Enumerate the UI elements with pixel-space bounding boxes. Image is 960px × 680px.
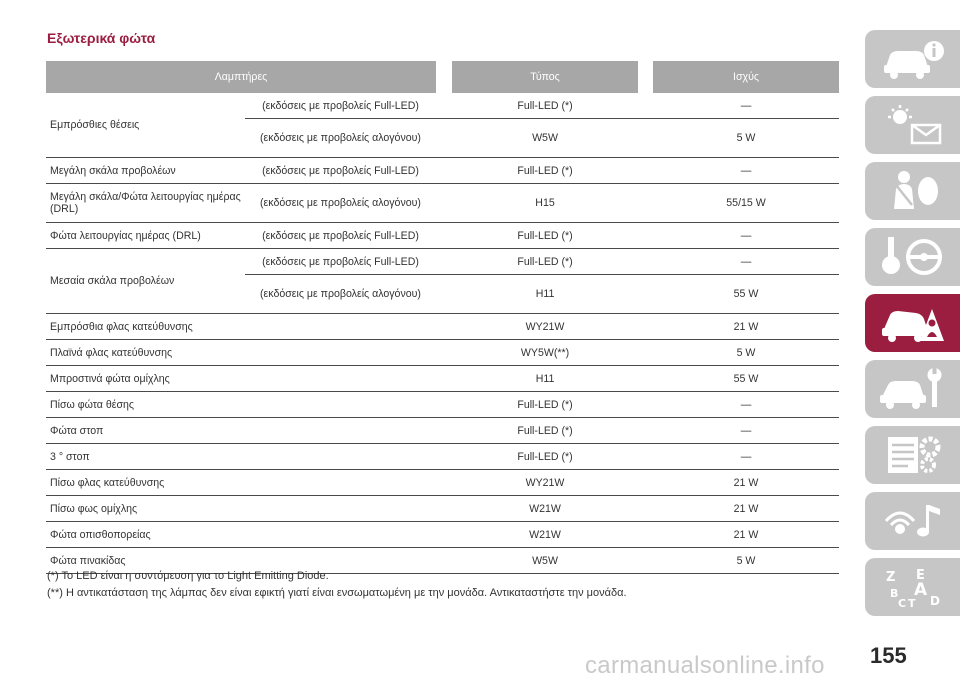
bulbs-table [46,61,839,574]
table-row [46,184,839,223]
lamp-type: Full-LED (*) [452,444,638,470]
table-row [46,340,839,366]
lamp-type: Full-LED (*) [452,93,638,119]
lamp-version: (εκδόσεις με προβολείς αλογόνου) [245,119,436,158]
table-row [46,314,839,340]
footnote-integrated: (**) Η αντικατάσταση της λάμπας δεν είναι εφικτή γιατί είναι ενσωματωμένη με την μονάδα. Αντικαταστήστε την μονάδα. [47,587,627,599]
lamp-version: (εκδόσεις με προβολείς αλογόνου) [245,184,436,223]
lamp-power: 55/15 W [653,184,839,223]
table-row [46,496,839,522]
lamp-type: H11 [452,366,638,392]
lamp-name: Φώτα λειτουργίας ημέρας (DRL) [46,223,245,249]
media-music-icon [878,499,948,543]
lamp-type: WY21W [452,314,638,340]
svg-text:C: C [897,597,906,609]
lamp-type: WY21W [452,470,638,496]
lamp-power: 5 W [653,548,839,574]
lamp-power: 21 W [653,314,839,340]
lamp-power: 55 W [653,275,839,314]
dashboard-lights-icon [878,103,948,147]
specs-gear-icon [878,433,948,477]
seatbelt-airbag-icon [878,169,948,213]
lamp-name: 3 ° στοπ [46,444,245,470]
tab-car-info[interactable] [865,30,960,88]
lamp-type: W21W [452,522,638,548]
lamp-version [245,366,436,392]
lamp-type: Full-LED (*) [452,249,638,275]
car-emergency-icon [878,301,948,345]
lamp-power: — [653,392,839,418]
lamp-power: — [653,223,839,249]
lamp-version [245,314,436,340]
lamp-power: — [653,444,839,470]
lamp-power: 55 W [653,366,839,392]
tab-multimedia[interactable] [865,492,960,550]
tab-emergency[interactable] [865,294,960,352]
header-lamps: Λαμπτήρες [46,61,436,93]
page-number: 155 [870,643,907,668]
footnotes [47,568,627,602]
svg-text:T: T [907,597,916,609]
lamp-version [245,496,436,522]
table-row [46,522,839,548]
header-power: Ισχύς [653,61,839,93]
table-row [46,93,839,119]
header-type: Τύπος [452,61,638,93]
lamp-power: 5 W [653,119,839,158]
lamp-type: Full-LED (*) [452,223,638,249]
section-title: Εξωτερικά φώτα [47,30,156,46]
lamp-power: — [653,249,839,275]
table-row [46,418,839,444]
lamp-version [245,470,436,496]
chapter-tabs [854,30,960,624]
tab-key-steering[interactable] [865,228,960,286]
lamp-version: (εκδόσεις με προβολείς αλογόνου) [245,275,436,314]
lamp-version [245,444,436,470]
table-row [46,158,839,184]
table-row [46,470,839,496]
tab-maintenance[interactable] [865,360,960,418]
alphabet-index-icon [878,565,948,609]
svg-text:A: A [913,580,927,600]
lamp-name: Πίσω φως ομίχλης [46,496,245,522]
lamp-name: Μπροστινά φώτα ομίχλης [46,366,245,392]
lamp-name: Φώτα πινακίδας [46,548,245,574]
lamp-type: Full-LED (*) [452,158,638,184]
lamp-version [245,392,436,418]
lamp-name: Πίσω φώτα θέσης [46,392,245,418]
lamp-name: Εμπρόσθια φλας κατεύθυνσης [46,314,245,340]
tab-seatbelt-airbag[interactable] [865,162,960,220]
lamp-version [245,418,436,444]
lamp-name: Μεγάλη σκάλα προβολέων [46,158,245,184]
lamp-power: — [653,158,839,184]
svg-text:E: E [915,568,925,583]
lamp-version: (εκδόσεις με προβολείς Full-LED) [245,93,436,119]
lamp-type: W5W [452,119,638,158]
lamp-name: Φώτα οπισθοπορείας [46,522,245,548]
lamp-type: H15 [452,184,638,223]
table-row [46,249,839,275]
table-row [46,223,839,249]
lamp-power: 21 W [653,470,839,496]
lamp-power: 21 W [653,522,839,548]
lamp-type: H11 [452,275,638,314]
tab-specifications[interactable] [865,426,960,484]
tab-index[interactable] [865,558,960,616]
svg-text:B: B [889,587,898,600]
lamp-type: Full-LED (*) [452,392,638,418]
lamp-version [245,522,436,548]
watermark: carmanualsonline.info [585,652,825,679]
lamp-name: Φώτα στοπ [46,418,245,444]
car-info-icon [878,37,948,81]
table-header-row [46,61,839,93]
lamp-version: (εκδόσεις με προβολείς Full-LED) [245,223,436,249]
tab-dashboard-lights[interactable] [865,96,960,154]
lamp-power: 5 W [653,340,839,366]
lamp-power: — [653,418,839,444]
lamp-version: (εκδόσεις με προβολείς Full-LED) [245,249,436,275]
lamp-power: — [653,93,839,119]
lamp-type: WY5W(**) [452,340,638,366]
table-row [46,366,839,392]
svg-text:Z: Z [885,570,895,585]
table-row [46,444,839,470]
lamp-name: Μεσαία σκάλα προβολέων [46,249,245,314]
lamp-name: Εμπρόσθιες θέσεις [46,93,245,158]
lamp-type: Full-LED (*) [452,418,638,444]
lamp-name: Μεγάλη σκάλα/Φώτα λειτουργίας ημέρας (DRL) [46,184,245,223]
svg-text:D: D [929,594,940,608]
car-wrench-icon [878,367,948,411]
key-steering-wheel-icon [878,235,948,279]
lamp-type: W5W [452,548,638,574]
table-row [46,392,839,418]
footnote-led: (*) Το LED είναι η συντόμευση για το Light Emitting Diode. [47,570,329,582]
lamp-power: 21 W [653,496,839,522]
lamp-name: Πλαϊνά φλας κατεύθυνσης [46,340,245,366]
lamp-name: Πίσω φλας κατεύθυνσης [46,470,245,496]
lamp-type: W21W [452,496,638,522]
lamp-version [245,340,436,366]
lamp-version: (εκδόσεις με προβολείς Full-LED) [245,158,436,184]
